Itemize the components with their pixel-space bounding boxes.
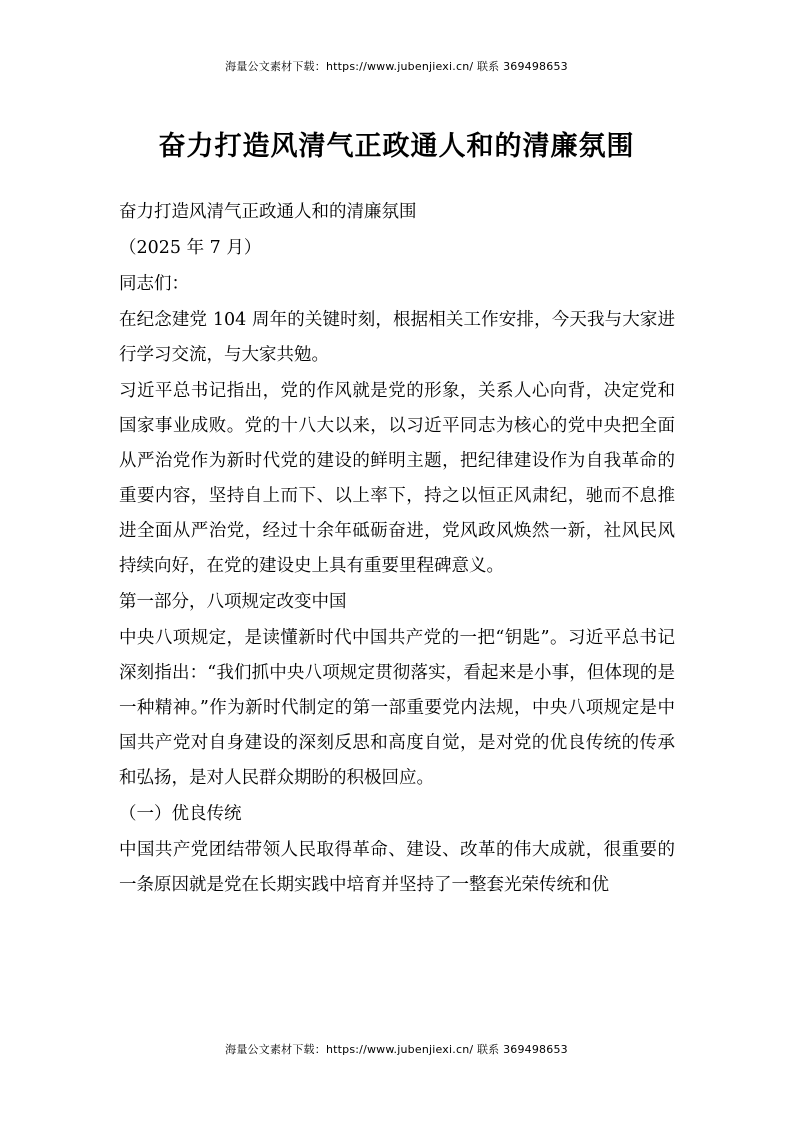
document-title: 奋力打造风清气正政通人和的清廉氛围 bbox=[158, 131, 635, 162]
paragraph-tradition: 中国共产党团结带领人民取得革命、建设、改革的伟大成就，很重要的一条原因就是党在长期实践中培育并坚持了一整套光荣传统和优 bbox=[119, 840, 675, 895]
paragraph-salutation: 同志们： bbox=[119, 274, 189, 294]
paragraph-context: 习近平总书记指出，党的作风就是党的形象，关系人心向背，决定党和国家事业成败。党的十八大以来，以习近平同志为核心的党中央把全面从严治党作为新时代党的建设的鲜明主题，把纪律建设作为自我革命的重要内容，坚持自上而下、以上率下，持之以恒正风肃纪，驰而不息推进全面从严治党，经过十余年砥砺奋进，党风政风焕然一新，社风民风持续向好，在党的建设史上具有重要里程碑意义。 bbox=[119, 381, 675, 576]
subsection-heading-tradition: （一）优良传统 bbox=[119, 804, 242, 824]
paragraph-eight-rules: 中央八项规定，是读懂新时代中国共产党的一把“钥匙”。习近平总书记深刻指出：“我们抓中央八项规定贯彻落实，看起来是小事，但体现的是一种精神。”作为新时代制定的第一部重要党内法规，中央八项规定是中国共产党对自身建设的深刻反思和高度自觉，是对党的优良传统的传承和弘扬，是对人民群众期盼的积极回应。 bbox=[119, 628, 675, 788]
paragraph-date: （2025 年 7 月） bbox=[119, 238, 262, 258]
paragraph-subtitle: 奋力打造风清气正政通人和的清廉氛围 bbox=[119, 202, 417, 222]
page-footer: 海量公文素材下载：https://www.jubenjiexi.cn/ 联系 369498653 bbox=[225, 1043, 568, 1056]
paragraph-intro: 在纪念建党 104 周年的关键时刻，根据相关工作安排，今天我与大家进行学习交流，与大家共勉。 bbox=[119, 310, 675, 365]
page-header: 海量公文素材下载：https://www.jubenjiexi.cn/ 联系 369498653 bbox=[225, 60, 568, 73]
section-heading-part-one: 第一部分，八项规定改变中国 bbox=[119, 592, 347, 612]
document-body bbox=[119, 195, 675, 904]
